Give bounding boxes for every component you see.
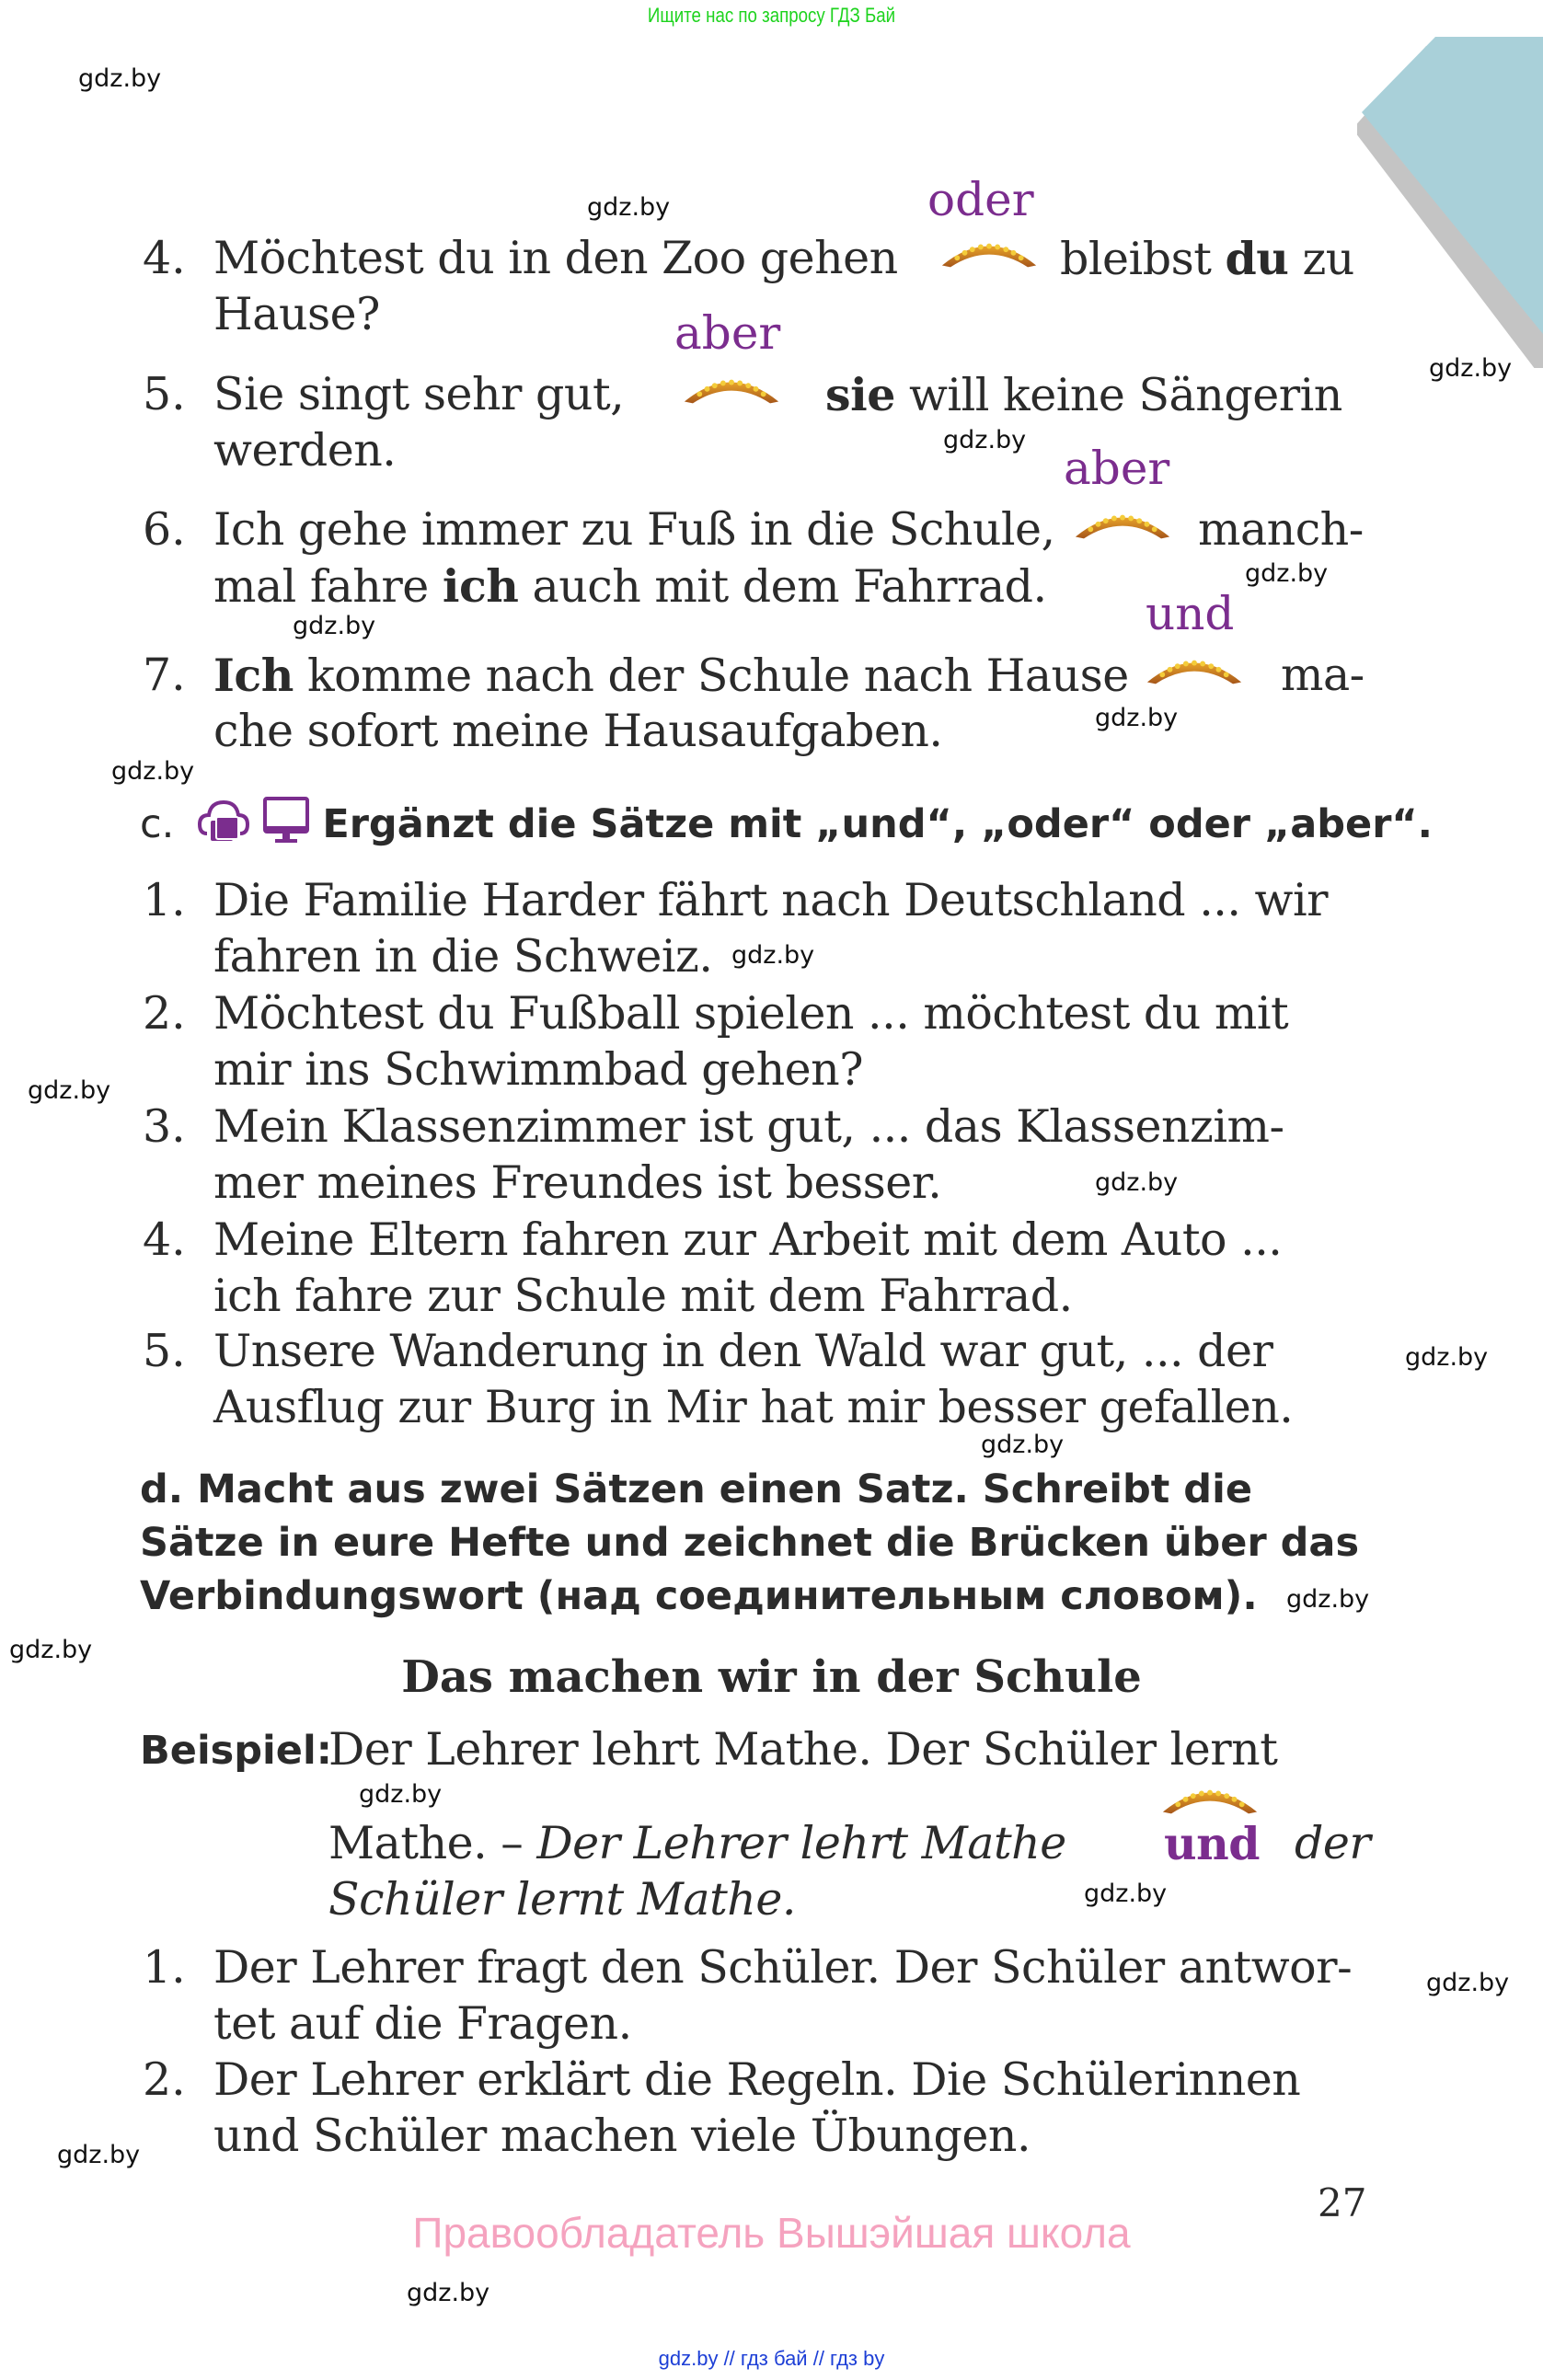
sentence-line: Ich komme nach der Schule nach Hause ma- (213, 649, 1365, 702)
sentence-line: Ausflug zur Burg in Mir hat mir besser gefallen. (213, 1381, 1294, 1433)
example-line: Der Lehrer lehrt Mathe. Der Schüler lernt (328, 1723, 1278, 1776)
sentence-line: Mein Klassenzimmer ist gut, ... das Klassenzim- (213, 1100, 1284, 1153)
item-number: 2. (143, 2053, 186, 2106)
item-number: 7. (143, 649, 186, 701)
sentence-line: Der Lehrer fragt den Schüler. Der Schüler antwor- (213, 1941, 1353, 1994)
item-number: 5. (143, 368, 186, 420)
conjunction-und: und (1146, 587, 1235, 640)
example-line: Mathe. – Der Lehrer lehrt Mathe und der (328, 1817, 1371, 1870)
sentence-line: Hause? (213, 288, 380, 340)
sentence-line: mir ins Schwimmbad gehen? (213, 1043, 863, 1096)
sentence-line: Ich gehe immer zu Fuß in die Schule, manch- (213, 503, 1364, 556)
watermark: gdz.by (28, 1076, 111, 1105)
task-d-instruction-line: Sätze in eure Hefte und zeichnet die Brücken über das (140, 1520, 1360, 1566)
conjunction-aber: aber (674, 306, 781, 360)
search-banner: Ищите нас по запросу ГДЗ Бай (647, 4, 896, 27)
watermark: gdz.by (1405, 1343, 1489, 1372)
watermark: gdz.by (981, 1431, 1065, 1459)
watermark: gdz.by (587, 193, 671, 222)
item-number: 4. (143, 1213, 186, 1266)
watermark: gdz.by (111, 757, 195, 786)
item-number: 1. (143, 1941, 186, 1994)
sentence-line: che sofort meine Hausaufgaben. (213, 705, 943, 757)
watermark: gdz.by (1095, 1168, 1179, 1197)
sentence-line: Die Familie Harder fährt nach Deutschland ... wir (213, 874, 1329, 926)
sentence-line: mer meines Freundes ist besser. (213, 1156, 942, 1209)
corner-decoration (1357, 37, 1543, 368)
item-number: 3. (143, 1100, 186, 1153)
sentence-line: Unsere Wanderung in den Wald war gut, ... der (213, 1325, 1273, 1377)
item-number: 1. (143, 874, 186, 926)
watermark: gdz.by (1286, 1585, 1370, 1614)
sentence-line: Meine Eltern fahren zur Arbeit mit dem Auto ... (213, 1213, 1283, 1266)
task-c-header: c. Ergänzt die Sätze mit „und“, „oder“ oder „aber“. (140, 797, 1433, 847)
watermark: gdz.by (1429, 354, 1513, 383)
monitor-icon (262, 797, 310, 845)
sentence-line: Der Lehrer erklärt die Regeln. Die Schülerinnen (213, 2053, 1301, 2106)
cloud-folder-icon (198, 797, 249, 845)
task-d-instruction: d. Macht aus zwei Sätzen einen Satz. Schreibt die (140, 1466, 1252, 1512)
task-d-instruction-line: Verbindungswort (над соединительным словом). (140, 1573, 1258, 1619)
item-number: 5. (143, 1325, 186, 1377)
bridge-icon (1155, 1778, 1265, 1817)
sentence-line: ich fahre zur Schule mit dem Fahrrad. (213, 1270, 1073, 1322)
item-number: 6. (143, 503, 186, 556)
footer-links[interactable]: gdz.by // гдз бай // гдз by (658, 2347, 885, 2370)
watermark: gdz.by (1084, 1880, 1168, 1908)
watermark: gdz.by (9, 1636, 93, 1664)
watermark: gdz.by (407, 2279, 490, 2307)
example-line: Schüler lernt Mathe. (328, 1873, 796, 1926)
watermark: gdz.by (731, 941, 815, 970)
sentence-line: mal fahre ich auch mit dem Fahrrad. (213, 559, 1047, 613)
watermark: gdz.by (1426, 1969, 1510, 1997)
watermark: gdz.by (1245, 559, 1329, 588)
conjunction-aber: aber (1064, 442, 1170, 495)
copyright-notice: Правообладатель Вышэйшая школа (412, 2209, 1131, 2257)
watermark: gdz.by (293, 612, 376, 640)
task-c-instruction: Ergänzt die Sätze mit „und“, „oder“ oder „aber“. (322, 801, 1433, 847)
watermark: gdz.by (1095, 704, 1179, 732)
sentence-line: Möchtest du in den Zoo gehen bleibst du zu (213, 232, 1354, 285)
sentence-line: Möchtest du Fußball spielen ... möchtest du mit (213, 987, 1289, 1040)
sentence-line: fahren in die Schweiz. (213, 930, 713, 983)
sentence-line: und Schüler machen viele Übungen. (213, 2110, 1031, 2162)
item-number: 2. (143, 987, 186, 1040)
section-heading: Das machen wir in der Schule (401, 1651, 1142, 1703)
example-label: Beispiel: (140, 1728, 332, 1774)
watermark: gdz.by (57, 2141, 141, 2169)
watermark: gdz.by (943, 426, 1027, 454)
watermark: gdz.by (359, 1780, 443, 1809)
sentence-line: Sie singt sehr gut, sie will keine Sängerin (213, 368, 1342, 421)
conjunction-oder: oder (927, 173, 1034, 226)
item-number: 4. (143, 232, 186, 284)
conjunction-und: und (1164, 1817, 1261, 1870)
watermark: gdz.by (78, 64, 162, 93)
page-number: 27 (1318, 2180, 1367, 2225)
sentence-line: tet auf die Fragen. (213, 1997, 632, 2050)
sentence-line: werden. (213, 424, 397, 477)
